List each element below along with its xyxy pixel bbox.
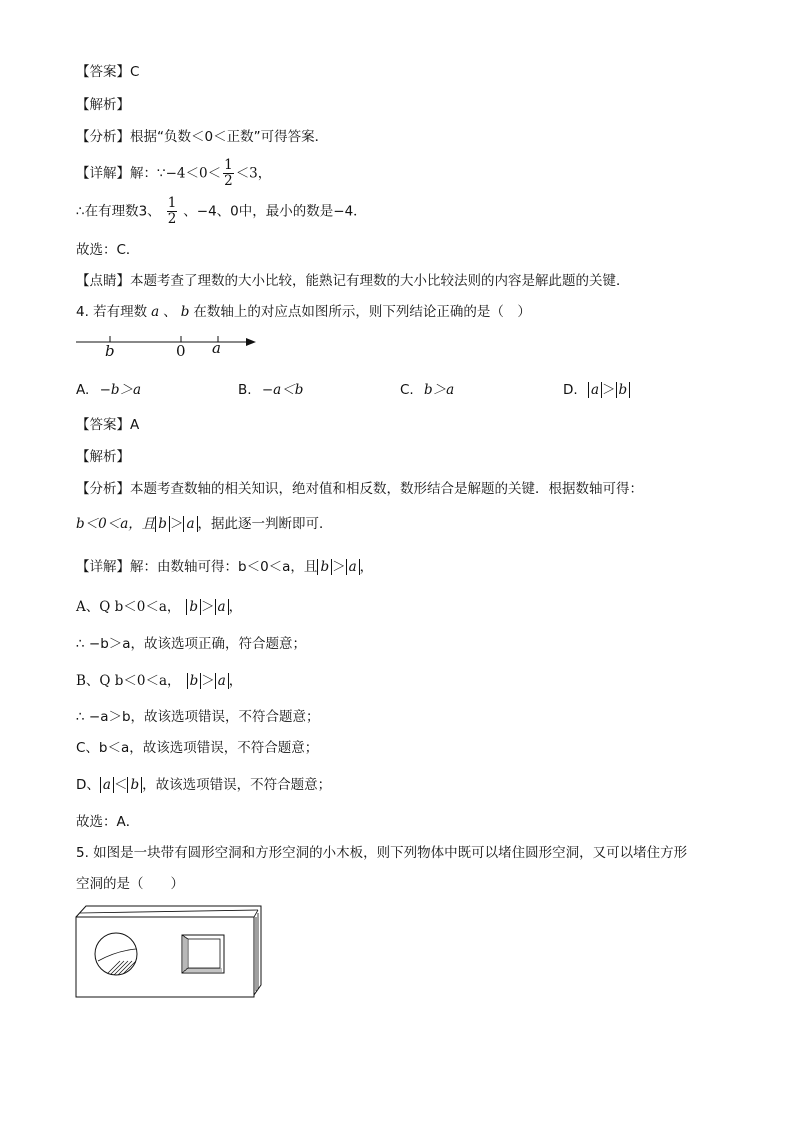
- q4-stem: [76, 302, 531, 322]
- abs-b: b: [155, 516, 170, 532]
- d-suffix: ，故该选项错误，不符合题意；: [142, 777, 332, 793]
- q4-choose: 故选：A．: [76, 814, 140, 830]
- q4-fenxi-2: [76, 514, 333, 534]
- abs-b: b: [127, 777, 142, 793]
- stem-suffix: 在数轴上的对应点如图所示，则下列结论正确的是（ ）: [193, 304, 531, 320]
- frac-den: 2: [167, 211, 177, 227]
- fenxi-prefix: b＜0＜a，且: [76, 516, 156, 532]
- a-line-suffix: ，: [228, 599, 243, 615]
- abs-b: b: [616, 382, 631, 398]
- abs-a: a: [215, 599, 229, 615]
- gt-sign: ＞: [201, 673, 215, 689]
- q4-detail: [76, 557, 373, 577]
- detail-suffix: ，: [359, 559, 374, 575]
- q4-c-result: C、b＜a，故该选项错误，不符合题意；: [76, 740, 319, 756]
- q4-b-line: [76, 671, 242, 691]
- q3-answer: [76, 62, 139, 82]
- abs-a: a: [346, 559, 360, 575]
- axis-arrow: [246, 338, 256, 346]
- board-edge-line: [80, 910, 258, 913]
- q4-fenxi-1: 【分析】本题考查数轴的相关知识，绝对值和相反数，数形结合是解题的关键．根据数轴可得：: [76, 481, 643, 497]
- abs-a: a: [215, 673, 229, 689]
- concl-prefix: ∴在有理数3、: [76, 203, 161, 220]
- option-a: [76, 380, 141, 400]
- board-edge-line: [254, 910, 258, 917]
- option-b: [238, 380, 303, 400]
- option-c: [400, 380, 454, 400]
- q3-dianjing: 【点睛】本题考查了理数的大小比较，能熟记有理数的大小比较法则的内容是解此题的关键．: [76, 273, 630, 289]
- b-line-prefix: B、Q b＜0＜a，: [76, 673, 181, 689]
- axis-label-a: a: [212, 339, 221, 357]
- wooden-board-figure: [76, 903, 276, 1003]
- abs-a: a: [100, 777, 114, 793]
- axis-label-0: 0: [176, 342, 186, 360]
- answer-value: C: [130, 64, 140, 80]
- q3-detail: [76, 158, 271, 189]
- option-letter: B.: [238, 382, 252, 398]
- q3-analysis-tag: 【解析】: [76, 97, 130, 113]
- var-b: b: [180, 304, 190, 320]
- fraction-half: [223, 158, 234, 189]
- frac-num: 1: [167, 195, 177, 211]
- lt-sign: ＜: [113, 777, 128, 793]
- stem-prefix: 4. 若有理数: [76, 304, 148, 320]
- gt-sign: ＞: [332, 559, 346, 575]
- concl-suffix: 、−4、0中，最小的数是−4．: [183, 203, 367, 220]
- frac-den: 2: [224, 173, 233, 189]
- option-letter: A.: [76, 382, 90, 398]
- axis-label-b: b: [105, 342, 115, 360]
- sep: 、: [163, 304, 177, 320]
- q5-stem-1: 5. 如图是一块带有圆形空洞和方形空洞的小木板，则下列物体中既可以堵住圆形空洞，又可以堵住方形: [76, 845, 688, 861]
- abs-a: a: [183, 516, 197, 532]
- abs-a: a: [588, 382, 602, 398]
- q4-answer: [76, 415, 139, 435]
- abs-b: b: [187, 673, 202, 689]
- answer-value: A: [130, 417, 140, 433]
- d-prefix: D、: [76, 777, 100, 793]
- option-letter: C.: [400, 382, 414, 398]
- abs-b: b: [317, 559, 332, 575]
- q4-d-line: [76, 775, 331, 795]
- gt-sign: ＞: [201, 599, 215, 615]
- q4-analysis-tag: 【解析】: [76, 449, 130, 465]
- answer-tag: 【答案】: [76, 64, 130, 80]
- option-d: [563, 380, 630, 400]
- q5-stem-2: 空洞的是（ ）: [76, 876, 184, 892]
- answer-tag: 【答案】: [76, 417, 130, 433]
- fenxi-suffix: ，据此逐一判断即可．: [197, 516, 333, 532]
- var-a: a: [151, 304, 160, 320]
- option-expr: −a＜b: [261, 382, 304, 398]
- b-line-suffix: ，: [228, 673, 243, 689]
- fraction-half: [167, 196, 178, 227]
- option-expr: b＞a: [424, 382, 455, 398]
- a-line-prefix: A、Q b＜0＜a，: [76, 599, 181, 615]
- q3-conclusion: [76, 196, 367, 227]
- detail-prefix: 【详解】解：由数轴可得：b＜0＜a，且: [76, 559, 318, 575]
- detail-prefix: 【详解】解：∵: [76, 165, 166, 182]
- detail-ineq-left: −4＜0＜: [165, 165, 222, 182]
- q4-a-line: [76, 597, 242, 617]
- q3-fenxi: 【分析】根据“负数＜0＜正数”可得答案．: [76, 129, 329, 145]
- gt-sign: ＞: [602, 382, 616, 398]
- option-letter: D.: [563, 382, 578, 398]
- frac-num: 1: [224, 157, 233, 173]
- q3-choose: 故选：C．: [76, 242, 140, 258]
- detail-ineq-right: ＜3，: [235, 165, 272, 182]
- q4-b-result: ∴ −a＞b，故该选项错误，不符合题意；: [76, 709, 320, 725]
- q4-a-result: ∴ −b＞a，故该选项正确，符合题意；: [76, 636, 307, 652]
- option-expr: −b＞a: [99, 382, 142, 398]
- gt-sign: ＞: [169, 516, 184, 532]
- abs-b: b: [186, 599, 201, 615]
